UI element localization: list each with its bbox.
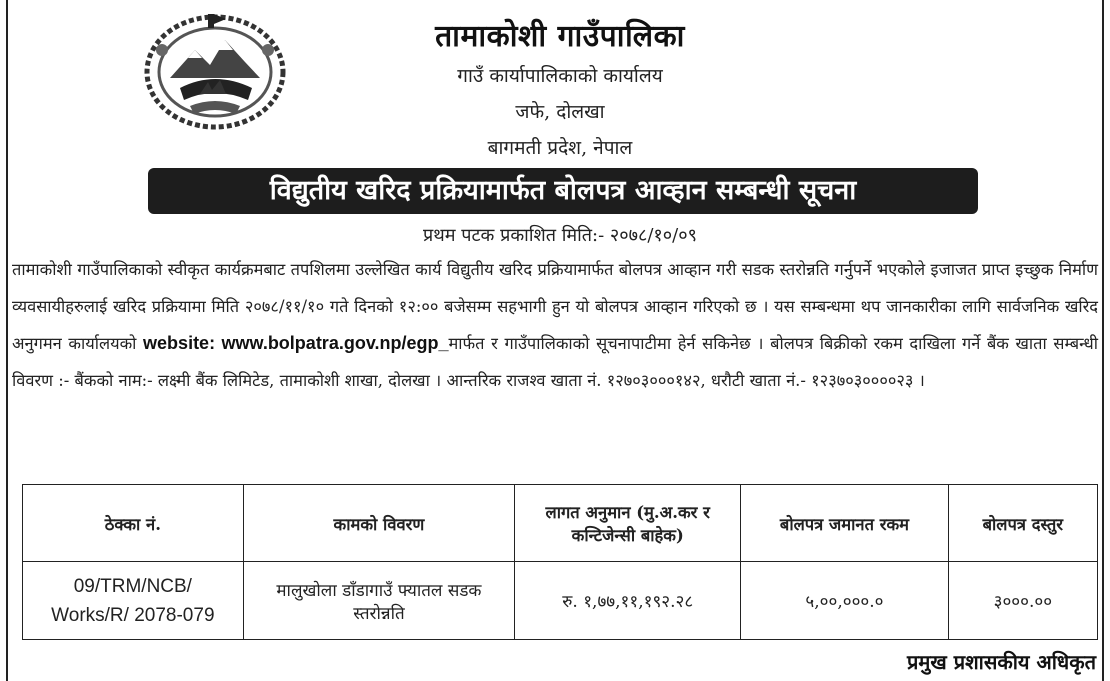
office-name: गाउँ कार्यापालिकाको कार्यालय [457, 65, 663, 87]
table-header-row [23, 485, 1098, 562]
organization-name: तामाकोशी गाउँपालिका [435, 19, 685, 54]
notice-body-part2: मार्फत र गाउँपालिकाको सूचनापाटीमा हेर्न सकिनेछ । बोलपत्र बिक्रीको रकम दाखिला गर्ने बैंक खाता सम्बन्धी विवरण :- बैंकको नाम:- लक्ष्मी बैंक लिमिटेड, तामाकोशी शाखा, दोलखा । आन्तरिक राजश्व खाता नं. १२७०३०००१४२, धरौटी खाता नं.- १२३७०३००००२३ । [12, 334, 1099, 390]
website-link[interactable]: website: www.bolpatra.gov.np/egp_ [143, 333, 449, 353]
header-bid-security: बोलपत्र जमानत रकम [741, 485, 948, 562]
signatory-title: प्रमुख प्रशासकीय अधिकृत [907, 650, 1096, 674]
cell-cost-estimate: रु. १,७७,११,१९२.२८ [515, 562, 741, 640]
nepal-emblem-logo [140, 10, 290, 130]
published-date: प्रथम पटक प्रकाशित मिति:- २०७८/१०/०९ [423, 225, 697, 246]
province-country: बागमती प्रदेश, नेपाल [487, 137, 633, 159]
table-row [23, 562, 1098, 640]
contract-no-line2: Works/R/ 2078-079 [51, 604, 215, 626]
header-work-description: कामको विवरण [243, 485, 515, 562]
header-cost-estimate: लागत अनुमान (मु.अ.कर र कन्टिजेन्सी बाहेक) [515, 485, 741, 562]
cell-bid-security: ५,००,०००.० [741, 562, 948, 640]
cell-work-description: मालुखोला डाँडागाउँ फ्यातल सडक स्तरोन्नति [243, 562, 515, 640]
tender-table [22, 484, 1098, 640]
cell-contract-no [23, 562, 244, 640]
contract-no-line1: 09/TRM/NCB/ [73, 575, 192, 597]
notice-title: विद्युतीय खरिद प्रक्रियामार्फत बोलपत्र आव्हान सम्बन्धी सूचना [148, 168, 978, 214]
header-bid-fee: बोलपत्र दस्तुर [948, 485, 1097, 562]
office-location: जफे, दोलखा [515, 101, 605, 123]
header-contract-no: ठेक्का नं. [23, 485, 244, 562]
cell-bid-fee: ३०००.०० [948, 562, 1097, 640]
notice-body [12, 252, 1098, 399]
notice-body-part1: तामाकोशी गाउँपालिकाको स्वीकृत कार्यक्रमबाट तपशिलमा उल्लेखित कार्य विद्युतीय खरिद प्रक्रियामार्फत बोलपत्र आव्हान गरी सडक स्तरोन्नति गर्नुपर्ने भएकोले इजाजत प्राप्त इच्छुक निर्माण व्यवसायीहरुलाई खरिद प्रक्रियामा मिति २०७८/११/१० गते दिनको १२:०० बजेसम्म सहभागी हुन यो बोलपत्र आव्हान गरिएको छ । यस सम्बन्धमा थप जानकारीका लागि सार्वजनिक खरिद अनुगमन कार्यालयको [12, 260, 1099, 353]
